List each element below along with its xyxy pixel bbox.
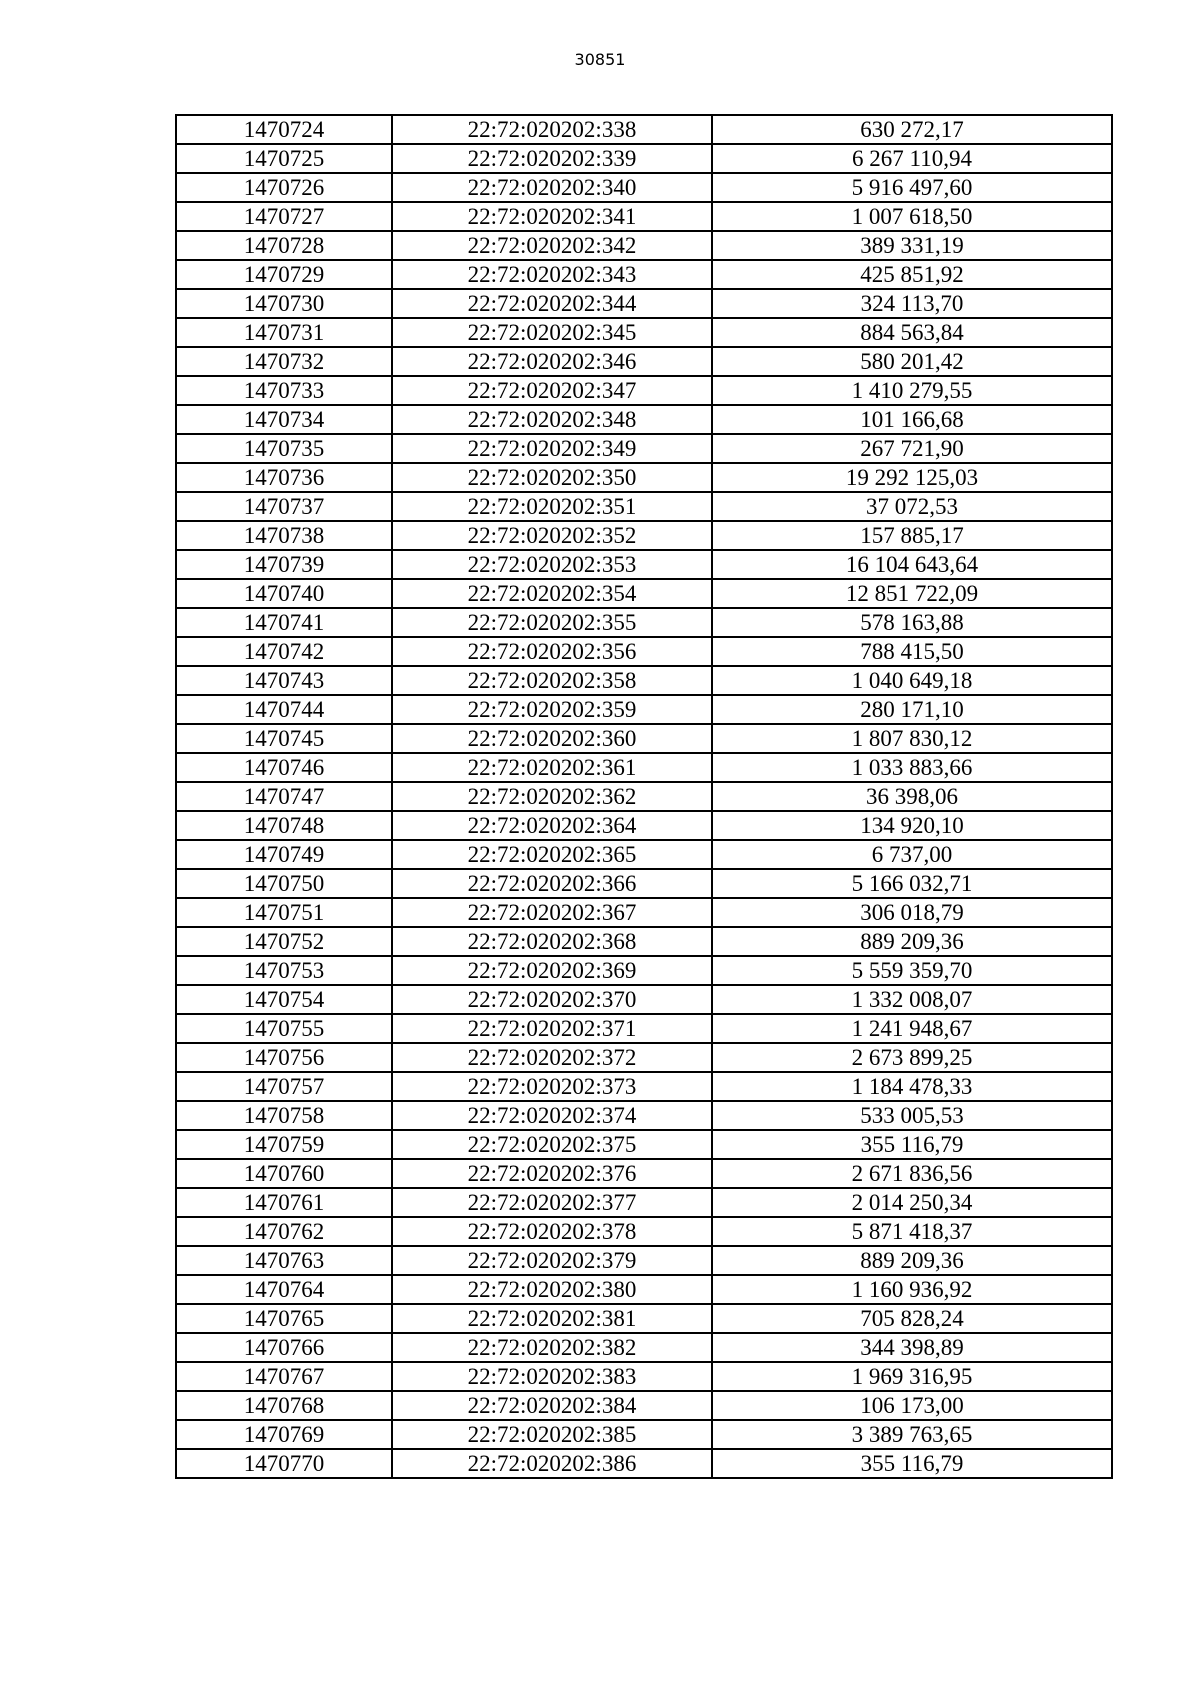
value-cell: 389 331,19: [712, 231, 1112, 260]
value-cell: 1 184 478,33: [712, 1072, 1112, 1101]
value-cell: 37 072,53: [712, 492, 1112, 521]
table-row: [176, 956, 1112, 985]
value-cell: 355 116,79: [712, 1130, 1112, 1159]
table-row: [176, 840, 1112, 869]
data-table: [175, 114, 1113, 1479]
id-cell: 1470745: [176, 724, 392, 753]
value-cell: 5 559 359,70: [712, 956, 1112, 985]
value-cell: 5 916 497,60: [712, 173, 1112, 202]
table-row: [176, 666, 1112, 695]
table-row: [176, 927, 1112, 956]
cadastral-number-cell: 22:72:020202:365: [392, 840, 712, 869]
value-cell: 788 415,50: [712, 637, 1112, 666]
value-cell: 1 410 279,55: [712, 376, 1112, 405]
id-cell: 1470724: [176, 115, 392, 144]
cadastral-number-cell: 22:72:020202:384: [392, 1391, 712, 1420]
id-cell: 1470770: [176, 1449, 392, 1478]
cadastral-number-cell: 22:72:020202:369: [392, 956, 712, 985]
cadastral-number-cell: 22:72:020202:345: [392, 318, 712, 347]
id-cell: 1470750: [176, 869, 392, 898]
cadastral-number-cell: 22:72:020202:352: [392, 521, 712, 550]
cadastral-number-cell: 22:72:020202:347: [392, 376, 712, 405]
id-cell: 1470766: [176, 1333, 392, 1362]
value-cell: 1 040 649,18: [712, 666, 1112, 695]
value-cell: 533 005,53: [712, 1101, 1112, 1130]
value-cell: 306 018,79: [712, 898, 1112, 927]
table-row: [176, 898, 1112, 927]
id-cell: 1470742: [176, 637, 392, 666]
id-cell: 1470731: [176, 318, 392, 347]
cadastral-number-cell: 22:72:020202:351: [392, 492, 712, 521]
id-cell: 1470769: [176, 1420, 392, 1449]
cadastral-number-cell: 22:72:020202:375: [392, 1130, 712, 1159]
id-cell: 1470743: [176, 666, 392, 695]
cadastral-number-cell: 22:72:020202:383: [392, 1362, 712, 1391]
cadastral-number-cell: 22:72:020202:354: [392, 579, 712, 608]
cadastral-number-cell: 22:72:020202:364: [392, 811, 712, 840]
table-row: [176, 492, 1112, 521]
value-cell: 425 851,92: [712, 260, 1112, 289]
id-cell: 1470727: [176, 202, 392, 231]
table-row: [176, 173, 1112, 202]
table-row: [176, 434, 1112, 463]
value-cell: 36 398,06: [712, 782, 1112, 811]
cadastral-number-cell: 22:72:020202:368: [392, 927, 712, 956]
cadastral-number-cell: 22:72:020202:374: [392, 1101, 712, 1130]
id-cell: 1470746: [176, 753, 392, 782]
value-cell: 2 673 899,25: [712, 1043, 1112, 1072]
cadastral-number-cell: 22:72:020202:353: [392, 550, 712, 579]
table-row: [176, 695, 1112, 724]
cadastral-number-cell: 22:72:020202:380: [392, 1275, 712, 1304]
table-row: [176, 1246, 1112, 1275]
value-cell: 1 969 316,95: [712, 1362, 1112, 1391]
value-cell: 106 173,00: [712, 1391, 1112, 1420]
table-row: [176, 1449, 1112, 1478]
id-cell: 1470728: [176, 231, 392, 260]
value-cell: 1 007 618,50: [712, 202, 1112, 231]
id-cell: 1470744: [176, 695, 392, 724]
cadastral-number-cell: 22:72:020202:371: [392, 1014, 712, 1043]
id-cell: 1470756: [176, 1043, 392, 1072]
table-row: [176, 724, 1112, 753]
id-cell: 1470751: [176, 898, 392, 927]
id-cell: 1470737: [176, 492, 392, 521]
id-cell: 1470765: [176, 1304, 392, 1333]
table-row: [176, 405, 1112, 434]
id-cell: 1470759: [176, 1130, 392, 1159]
id-cell: 1470733: [176, 376, 392, 405]
id-cell: 1470767: [176, 1362, 392, 1391]
value-cell: 1 033 883,66: [712, 753, 1112, 782]
cadastral-number-cell: 22:72:020202:361: [392, 753, 712, 782]
id-cell: 1470740: [176, 579, 392, 608]
cadastral-number-cell: 22:72:020202:386: [392, 1449, 712, 1478]
table-row: [176, 985, 1112, 1014]
table-row: [176, 1043, 1112, 1072]
cadastral-number-cell: 22:72:020202:366: [392, 869, 712, 898]
id-cell: 1470760: [176, 1159, 392, 1188]
value-cell: 6 737,00: [712, 840, 1112, 869]
table-row: [176, 231, 1112, 260]
value-cell: 1 332 008,07: [712, 985, 1112, 1014]
value-cell: 280 171,10: [712, 695, 1112, 724]
cadastral-number-cell: 22:72:020202:373: [392, 1072, 712, 1101]
id-cell: 1470741: [176, 608, 392, 637]
cadastral-number-cell: 22:72:020202:372: [392, 1043, 712, 1072]
id-cell: 1470734: [176, 405, 392, 434]
table-row: [176, 869, 1112, 898]
cadastral-number-cell: 22:72:020202:339: [392, 144, 712, 173]
value-cell: 2 014 250,34: [712, 1188, 1112, 1217]
table-row: [176, 782, 1112, 811]
value-cell: 101 166,68: [712, 405, 1112, 434]
cadastral-number-cell: 22:72:020202:350: [392, 463, 712, 492]
value-cell: 6 267 110,94: [712, 144, 1112, 173]
table-row: [176, 608, 1112, 637]
value-cell: 889 209,36: [712, 1246, 1112, 1275]
value-cell: 5 871 418,37: [712, 1217, 1112, 1246]
cadastral-number-cell: 22:72:020202:349: [392, 434, 712, 463]
table-row: [176, 550, 1112, 579]
id-cell: 1470732: [176, 347, 392, 376]
table-row: [176, 1420, 1112, 1449]
value-cell: 16 104 643,64: [712, 550, 1112, 579]
cadastral-number-cell: 22:72:020202:359: [392, 695, 712, 724]
cadastral-number-cell: 22:72:020202:346: [392, 347, 712, 376]
cadastral-number-cell: 22:72:020202:356: [392, 637, 712, 666]
id-cell: 1470768: [176, 1391, 392, 1420]
cadastral-number-cell: 22:72:020202:343: [392, 260, 712, 289]
table-row: [176, 1275, 1112, 1304]
id-cell: 1470735: [176, 434, 392, 463]
id-cell: 1470764: [176, 1275, 392, 1304]
cadastral-number-cell: 22:72:020202:382: [392, 1333, 712, 1362]
cadastral-number-cell: 22:72:020202:376: [392, 1159, 712, 1188]
table-row: [176, 260, 1112, 289]
value-cell: 630 272,17: [712, 115, 1112, 144]
table-row: [176, 637, 1112, 666]
cadastral-number-cell: 22:72:020202:340: [392, 173, 712, 202]
value-cell: 134 920,10: [712, 811, 1112, 840]
id-cell: 1470739: [176, 550, 392, 579]
table-row: [176, 579, 1112, 608]
id-cell: 1470761: [176, 1188, 392, 1217]
cadastral-number-cell: 22:72:020202:379: [392, 1246, 712, 1275]
table-row: [176, 289, 1112, 318]
id-cell: 1470753: [176, 956, 392, 985]
cadastral-number-cell: 22:72:020202:355: [392, 608, 712, 637]
table-row: [176, 1362, 1112, 1391]
value-cell: 267 721,90: [712, 434, 1112, 463]
id-cell: 1470754: [176, 985, 392, 1014]
table-row: [176, 1333, 1112, 1362]
value-cell: 3 389 763,65: [712, 1420, 1112, 1449]
cadastral-number-cell: 22:72:020202:381: [392, 1304, 712, 1333]
value-cell: 1 241 948,67: [712, 1014, 1112, 1043]
value-cell: 1 807 830,12: [712, 724, 1112, 753]
cadastral-number-cell: 22:72:020202:367: [392, 898, 712, 927]
id-cell: 1470763: [176, 1246, 392, 1275]
id-cell: 1470725: [176, 144, 392, 173]
table-body: [176, 115, 1112, 1478]
id-cell: 1470762: [176, 1217, 392, 1246]
table-row: [176, 376, 1112, 405]
cadastral-number-cell: 22:72:020202:342: [392, 231, 712, 260]
value-cell: 5 166 032,71: [712, 869, 1112, 898]
id-cell: 1470752: [176, 927, 392, 956]
value-cell: 12 851 722,09: [712, 579, 1112, 608]
table-row: [176, 202, 1112, 231]
id-cell: 1470749: [176, 840, 392, 869]
cadastral-number-cell: 22:72:020202:362: [392, 782, 712, 811]
table-row: [176, 1159, 1112, 1188]
cadastral-number-cell: 22:72:020202:377: [392, 1188, 712, 1217]
table-row: [176, 115, 1112, 144]
id-cell: 1470748: [176, 811, 392, 840]
value-cell: 344 398,89: [712, 1333, 1112, 1362]
table-row: [176, 1391, 1112, 1420]
cadastral-number-cell: 22:72:020202:360: [392, 724, 712, 753]
cadastral-number-cell: 22:72:020202:338: [392, 115, 712, 144]
cadastral-number-cell: 22:72:020202:385: [392, 1420, 712, 1449]
cadastral-number-cell: 22:72:020202:370: [392, 985, 712, 1014]
cadastral-number-cell: 22:72:020202:378: [392, 1217, 712, 1246]
table-row: [176, 1188, 1112, 1217]
value-cell: 1 160 936,92: [712, 1275, 1112, 1304]
cadastral-number-cell: 22:72:020202:348: [392, 405, 712, 434]
id-cell: 1470758: [176, 1101, 392, 1130]
value-cell: 889 209,36: [712, 927, 1112, 956]
value-cell: 157 885,17: [712, 521, 1112, 550]
value-cell: 19 292 125,03: [712, 463, 1112, 492]
id-cell: 1470729: [176, 260, 392, 289]
id-cell: 1470755: [176, 1014, 392, 1043]
value-cell: 884 563,84: [712, 318, 1112, 347]
cadastral-number-cell: 22:72:020202:344: [392, 289, 712, 318]
table-row: [176, 318, 1112, 347]
id-cell: 1470726: [176, 173, 392, 202]
id-cell: 1470736: [176, 463, 392, 492]
id-cell: 1470730: [176, 289, 392, 318]
table-row: [176, 1304, 1112, 1333]
value-cell: 578 163,88: [712, 608, 1112, 637]
value-cell: 705 828,24: [712, 1304, 1112, 1333]
page-number: 30851: [574, 50, 626, 69]
id-cell: 1470747: [176, 782, 392, 811]
table-row: [176, 144, 1112, 173]
table-row: [176, 1217, 1112, 1246]
value-cell: 355 116,79: [712, 1449, 1112, 1478]
value-cell: 580 201,42: [712, 347, 1112, 376]
id-cell: 1470738: [176, 521, 392, 550]
table-row: [176, 1014, 1112, 1043]
cadastral-number-cell: 22:72:020202:358: [392, 666, 712, 695]
cadastral-number-cell: 22:72:020202:341: [392, 202, 712, 231]
table-row: [176, 1101, 1112, 1130]
id-cell: 1470757: [176, 1072, 392, 1101]
table-row: [176, 521, 1112, 550]
table-row: [176, 753, 1112, 782]
table-row: [176, 463, 1112, 492]
value-cell: 2 671 836,56: [712, 1159, 1112, 1188]
value-cell: 324 113,70: [712, 289, 1112, 318]
table-row: [176, 1130, 1112, 1159]
table-row: [176, 1072, 1112, 1101]
table-row: [176, 811, 1112, 840]
table-row: [176, 347, 1112, 376]
